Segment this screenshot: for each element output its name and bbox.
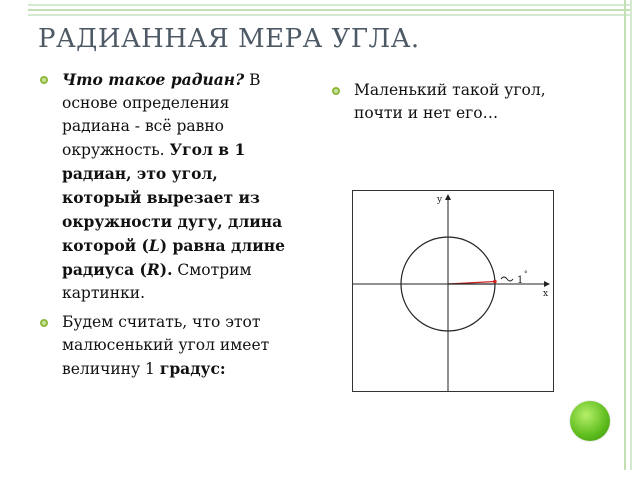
definition-bold-a: Угол в 1 радиан, это угол, который вырезает из окружности дугу, длина которой ( bbox=[62, 140, 283, 255]
letter-L: L bbox=[148, 236, 160, 255]
left-column bbox=[40, 68, 300, 387]
definition-text-1: В основе определения радиана - всё равно окружность. bbox=[62, 71, 261, 159]
frame-line-2 bbox=[28, 9, 630, 11]
letter-R: R bbox=[146, 260, 160, 279]
frame-line-1 bbox=[28, 4, 630, 6]
bullet-icon bbox=[40, 76, 48, 84]
x-axis-label: x bbox=[543, 289, 549, 299]
definition-bold-b: ) равна длине радиуса ( bbox=[62, 236, 285, 279]
frame-line-3 bbox=[28, 14, 630, 16]
slide-title: РАДИАННАЯ МЕРА УГЛА. bbox=[38, 24, 420, 54]
definition-text-2: Смотрим картинки. bbox=[62, 261, 252, 302]
frame-right-line-1 bbox=[624, 0, 626, 470]
ray-endpoint bbox=[493, 280, 497, 284]
bullet-one-degree bbox=[40, 311, 300, 381]
angle-label: 1 bbox=[517, 275, 524, 286]
y-axis-label: y bbox=[437, 195, 443, 205]
bullet-icon bbox=[40, 319, 48, 327]
degree-bold: градус: bbox=[159, 359, 226, 378]
degree-text: Будем считать, что этот малюсенький угол имеет величину 1 bbox=[62, 313, 270, 378]
bullet-small-angle bbox=[332, 79, 592, 125]
decorative-green-ball bbox=[570, 401, 610, 441]
frame-right-line-2 bbox=[630, 0, 632, 470]
small-angle-text: Маленький такой угол, почти и нет его… bbox=[354, 81, 546, 122]
circle-diagram bbox=[353, 191, 553, 391]
bullet-icon bbox=[332, 87, 340, 95]
bullet-radian-definition bbox=[40, 68, 300, 305]
slide-frame-top bbox=[0, 0, 640, 18]
right-column bbox=[332, 79, 592, 131]
degree-mark: ° bbox=[524, 270, 528, 278]
question-text: Что такое радиан? bbox=[62, 70, 245, 89]
definition-bold-c: ). bbox=[159, 260, 173, 279]
tilde-icon bbox=[501, 277, 513, 281]
unit-circle-figure bbox=[352, 190, 554, 392]
